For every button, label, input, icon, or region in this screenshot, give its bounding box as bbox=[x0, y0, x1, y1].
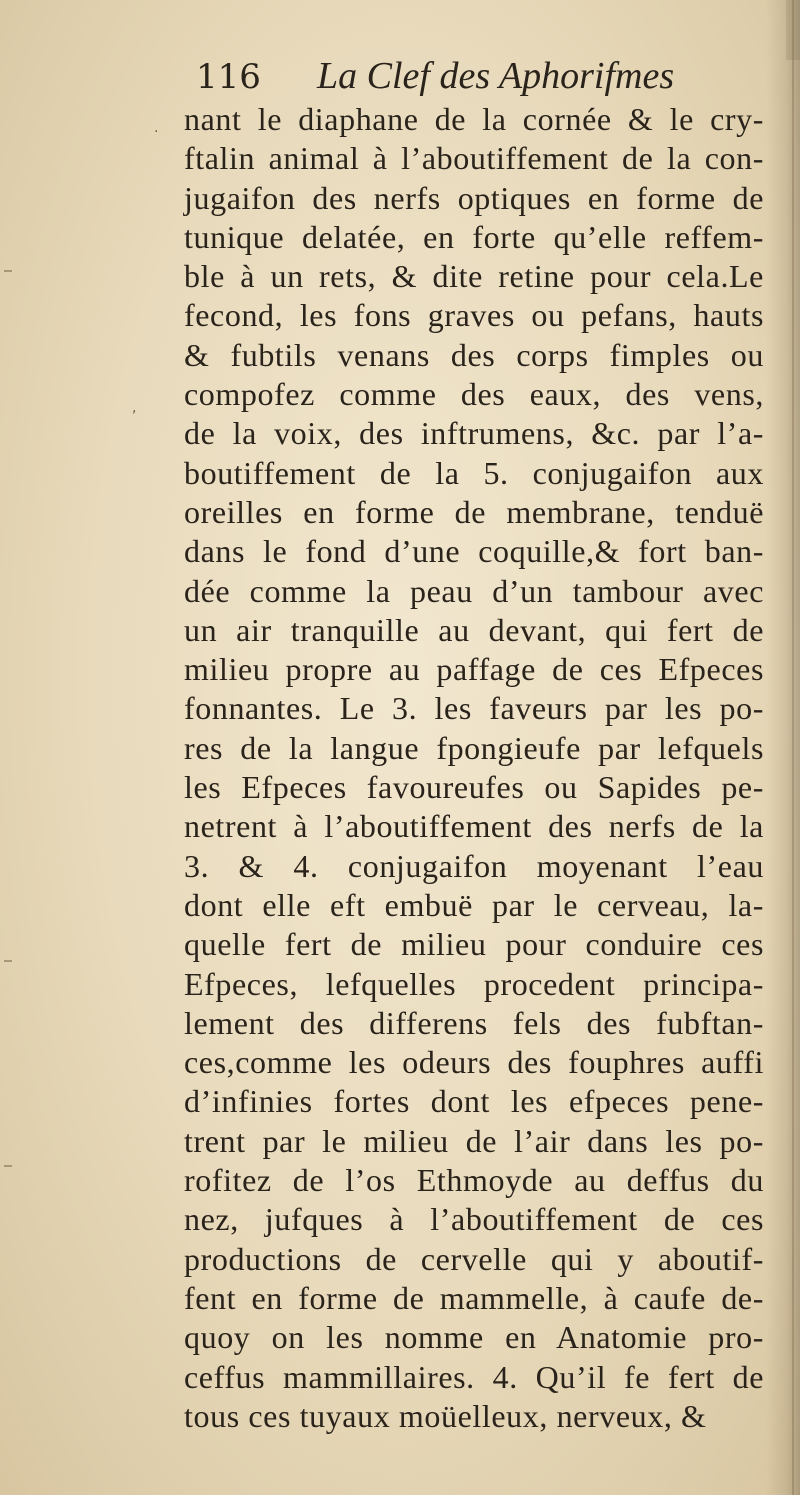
text-line: rofitez de l’os Ethmoyde au deffus du bbox=[184, 1162, 764, 1199]
text-line: tunique delatée, en forte qu’elle reffem- bbox=[184, 218, 764, 255]
margin-speck bbox=[4, 1165, 12, 1167]
page-edge bbox=[792, 0, 794, 1495]
margin-speck bbox=[4, 270, 12, 272]
text-line: netrent à l’aboutiffement des nerfs de la bbox=[184, 808, 764, 845]
text-line: quoy on les nomme en Anatomie pro- bbox=[184, 1319, 764, 1356]
text-line: dée comme la peau d’un tambour avec bbox=[184, 572, 764, 609]
text-line: ftalin animal à l’aboutiffement de la con- bbox=[184, 140, 764, 177]
body-text bbox=[184, 100, 764, 1436]
text-line: tous ces tuyaux moüelleux, nerveux, & bbox=[184, 1397, 707, 1434]
text-line: boutiffement de la 5. conjugaifon aux bbox=[184, 454, 764, 491]
text-line: dont elle eft embuë par le cerveau, la- bbox=[184, 886, 764, 923]
page-gutter-shadow bbox=[766, 0, 800, 1495]
margin-speck bbox=[4, 960, 12, 962]
margin-dot: , bbox=[132, 400, 137, 416]
text-line: nez, jufques à l’aboutiffement de ces bbox=[184, 1201, 764, 1238]
text-line: trent par le milieu de l’air dans les po- bbox=[184, 1122, 764, 1159]
margin-dot: · bbox=[154, 124, 159, 140]
text-line: fecond, les fons graves ou pefans, hauts bbox=[184, 297, 764, 334]
running-title: La Clef des Aphorifmes bbox=[317, 55, 675, 97]
running-header bbox=[196, 50, 674, 100]
text-line: quelle fert de milieu pour conduire ces bbox=[184, 926, 764, 963]
text-line: les Efpeces favoureufes ou Sapides pe- bbox=[184, 769, 764, 806]
text-line: milieu propre au paffage de ces Efpeces bbox=[184, 651, 764, 688]
text-line: & fubtils venans des corps fimples ou bbox=[184, 336, 764, 373]
text-line: Efpeces, lefquelles procedent principa- bbox=[184, 965, 764, 1002]
text-line: lement des differens fels des fubftan- bbox=[184, 1004, 764, 1041]
text-line: oreilles en forme de membrane, tenduë bbox=[184, 493, 764, 530]
text-line: fent en forme de mammelle, à caufe de- bbox=[184, 1279, 764, 1316]
text-line: de la voix, des inftrumens, &c. par l’a- bbox=[184, 415, 764, 452]
page-number: 116 bbox=[196, 57, 261, 97]
text-line: dans le fond d’une coquille,& fort ban- bbox=[184, 533, 764, 570]
text-line: ces,comme les odeurs des fouphres auffi bbox=[184, 1044, 764, 1081]
text-line: fonnantes. Le 3. les faveurs par les po- bbox=[184, 690, 764, 727]
text-line: 3. & 4. conjugaifon moyenant l’eau bbox=[184, 847, 764, 884]
text-line: un air tranquille au devant, qui fert de bbox=[184, 611, 764, 648]
text-line: ceffus mammillaires. 4. Qu’il fe fert de bbox=[184, 1358, 764, 1395]
text-line: compofez comme des eaux, des vens, bbox=[184, 376, 764, 413]
text-line: jugaifon des nerfs optiques en forme de bbox=[184, 179, 764, 216]
text-line: productions de cervelle qui y aboutif- bbox=[184, 1240, 764, 1277]
text-line: res de la langue fpongieufe par lefquels bbox=[184, 729, 764, 766]
text-line: ble à un rets, & dite retine pour cela.Le bbox=[184, 258, 764, 295]
text-line: nant le diaphane de la cornée & le cry- bbox=[184, 101, 764, 137]
text-line: d’infinies fortes dont les efpeces pene- bbox=[184, 1083, 764, 1120]
